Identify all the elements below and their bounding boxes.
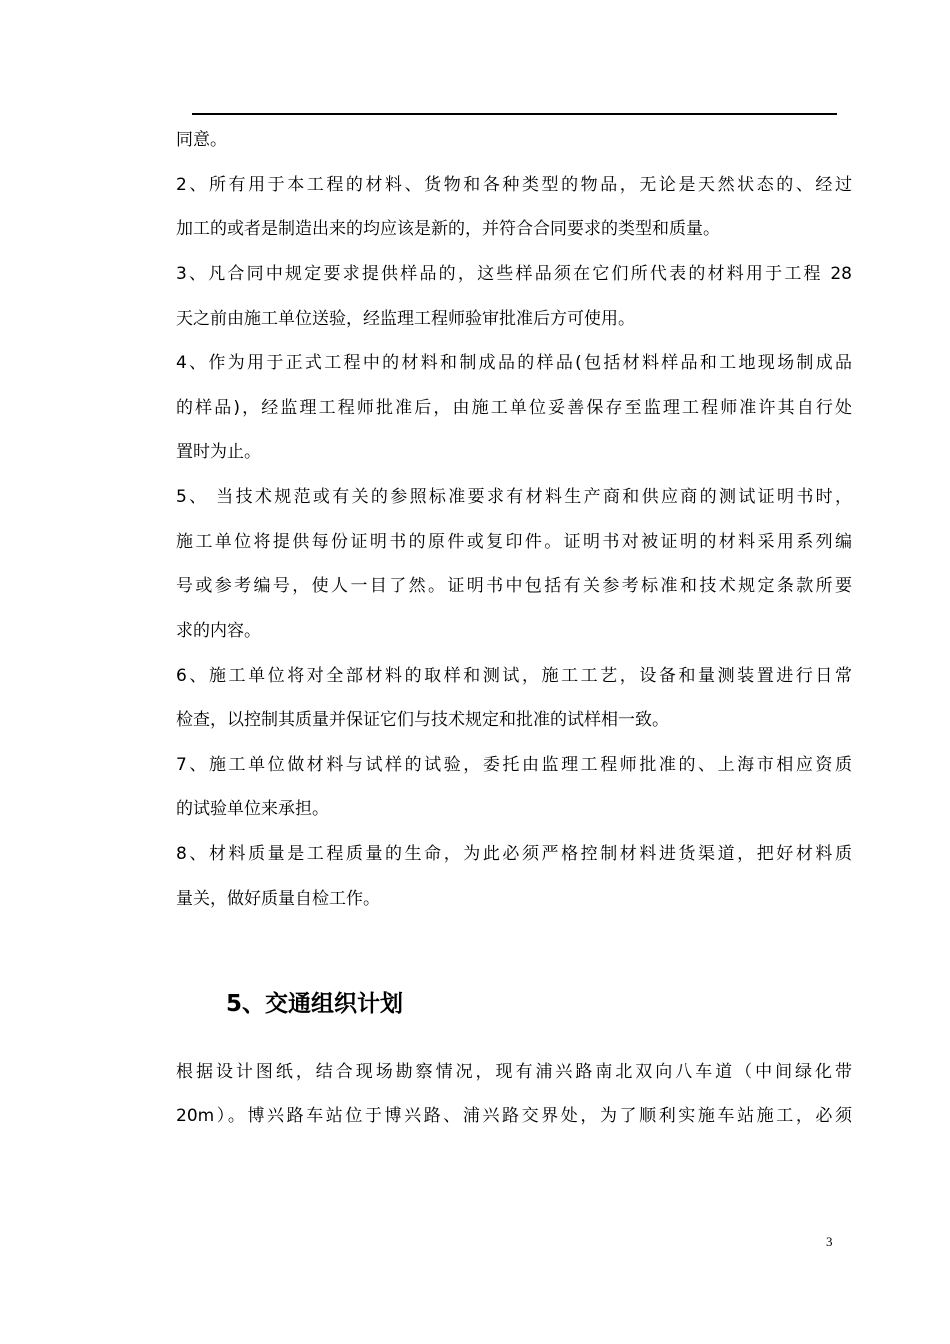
text-line: 8、材料质量是工程质量的生命，为此必须严格控制材料进货渠道，把好材料质 [176, 844, 852, 864]
text-line: 检查，以控制其质量并保证它们与技术规定和批准的试样相一致。 [176, 710, 669, 730]
text-line: 20m）。博兴路车站位于博兴路、浦兴路交界处，为了顺利实施车站施工，必须 [176, 1106, 852, 1126]
text-line: 施工单位将提供每份证明书的原件或复印件。证明书对被证明的材料采用系列编 [176, 532, 852, 552]
text-line: 5、 当技术规范或有关的参照标准要求有材料生产商和供应商的测试证明书时， [176, 487, 852, 507]
text-line: 的样品)，经监理工程师批准后，由施工单位妥善保存至监理工程师准许其自行处 [176, 398, 852, 418]
text-line: 的试验单位来承担。 [176, 799, 329, 819]
text-line: 6、施工单位将对全部材料的取样和测试，施工工艺，设备和量测装置进行日常 [176, 666, 852, 686]
text-line: 置时为止。 [176, 442, 261, 462]
text-line: 求的内容。 [176, 621, 261, 641]
section-heading: 5、交通组织计划 [226, 991, 404, 1017]
text-line: 量关，做好质量自检工作。 [176, 889, 380, 909]
text-line: 2、所有用于本工程的材料、货物和各种类型的物品，无论是天然状态的、经过 [176, 175, 852, 195]
text-line: 3、凡合同中规定要求提供样品的，这些样品须在它们所代表的材料用于工程 28 [176, 264, 852, 284]
text-line: 加工的或者是制造出来的均应该是新的，并符合合同要求的类型和质量。 [176, 219, 720, 239]
page-number: 3 [826, 1234, 833, 1249]
text-line: 号或参考编号，使人一目了然。证明书中包括有关参考标准和技术规定条款所要 [176, 576, 852, 596]
text-line: 天之前由施工单位送验，经监理工程师验审批准后方可使用。 [176, 309, 635, 329]
header-rule [192, 113, 837, 115]
text-line: 根据设计图纸，结合现场勘察情况，现有浦兴路南北双向八车道（中间绿化带 [176, 1062, 852, 1082]
text-line: 4、作为用于正式工程中的材料和制成品的样品(包括材料样品和工地现场制成品 [176, 353, 852, 373]
text-line: 7、施工单位做材料与试样的试验，委托由监理工程师批准的、上海市相应资质 [176, 755, 852, 775]
text-line: 同意。 [176, 130, 227, 150]
